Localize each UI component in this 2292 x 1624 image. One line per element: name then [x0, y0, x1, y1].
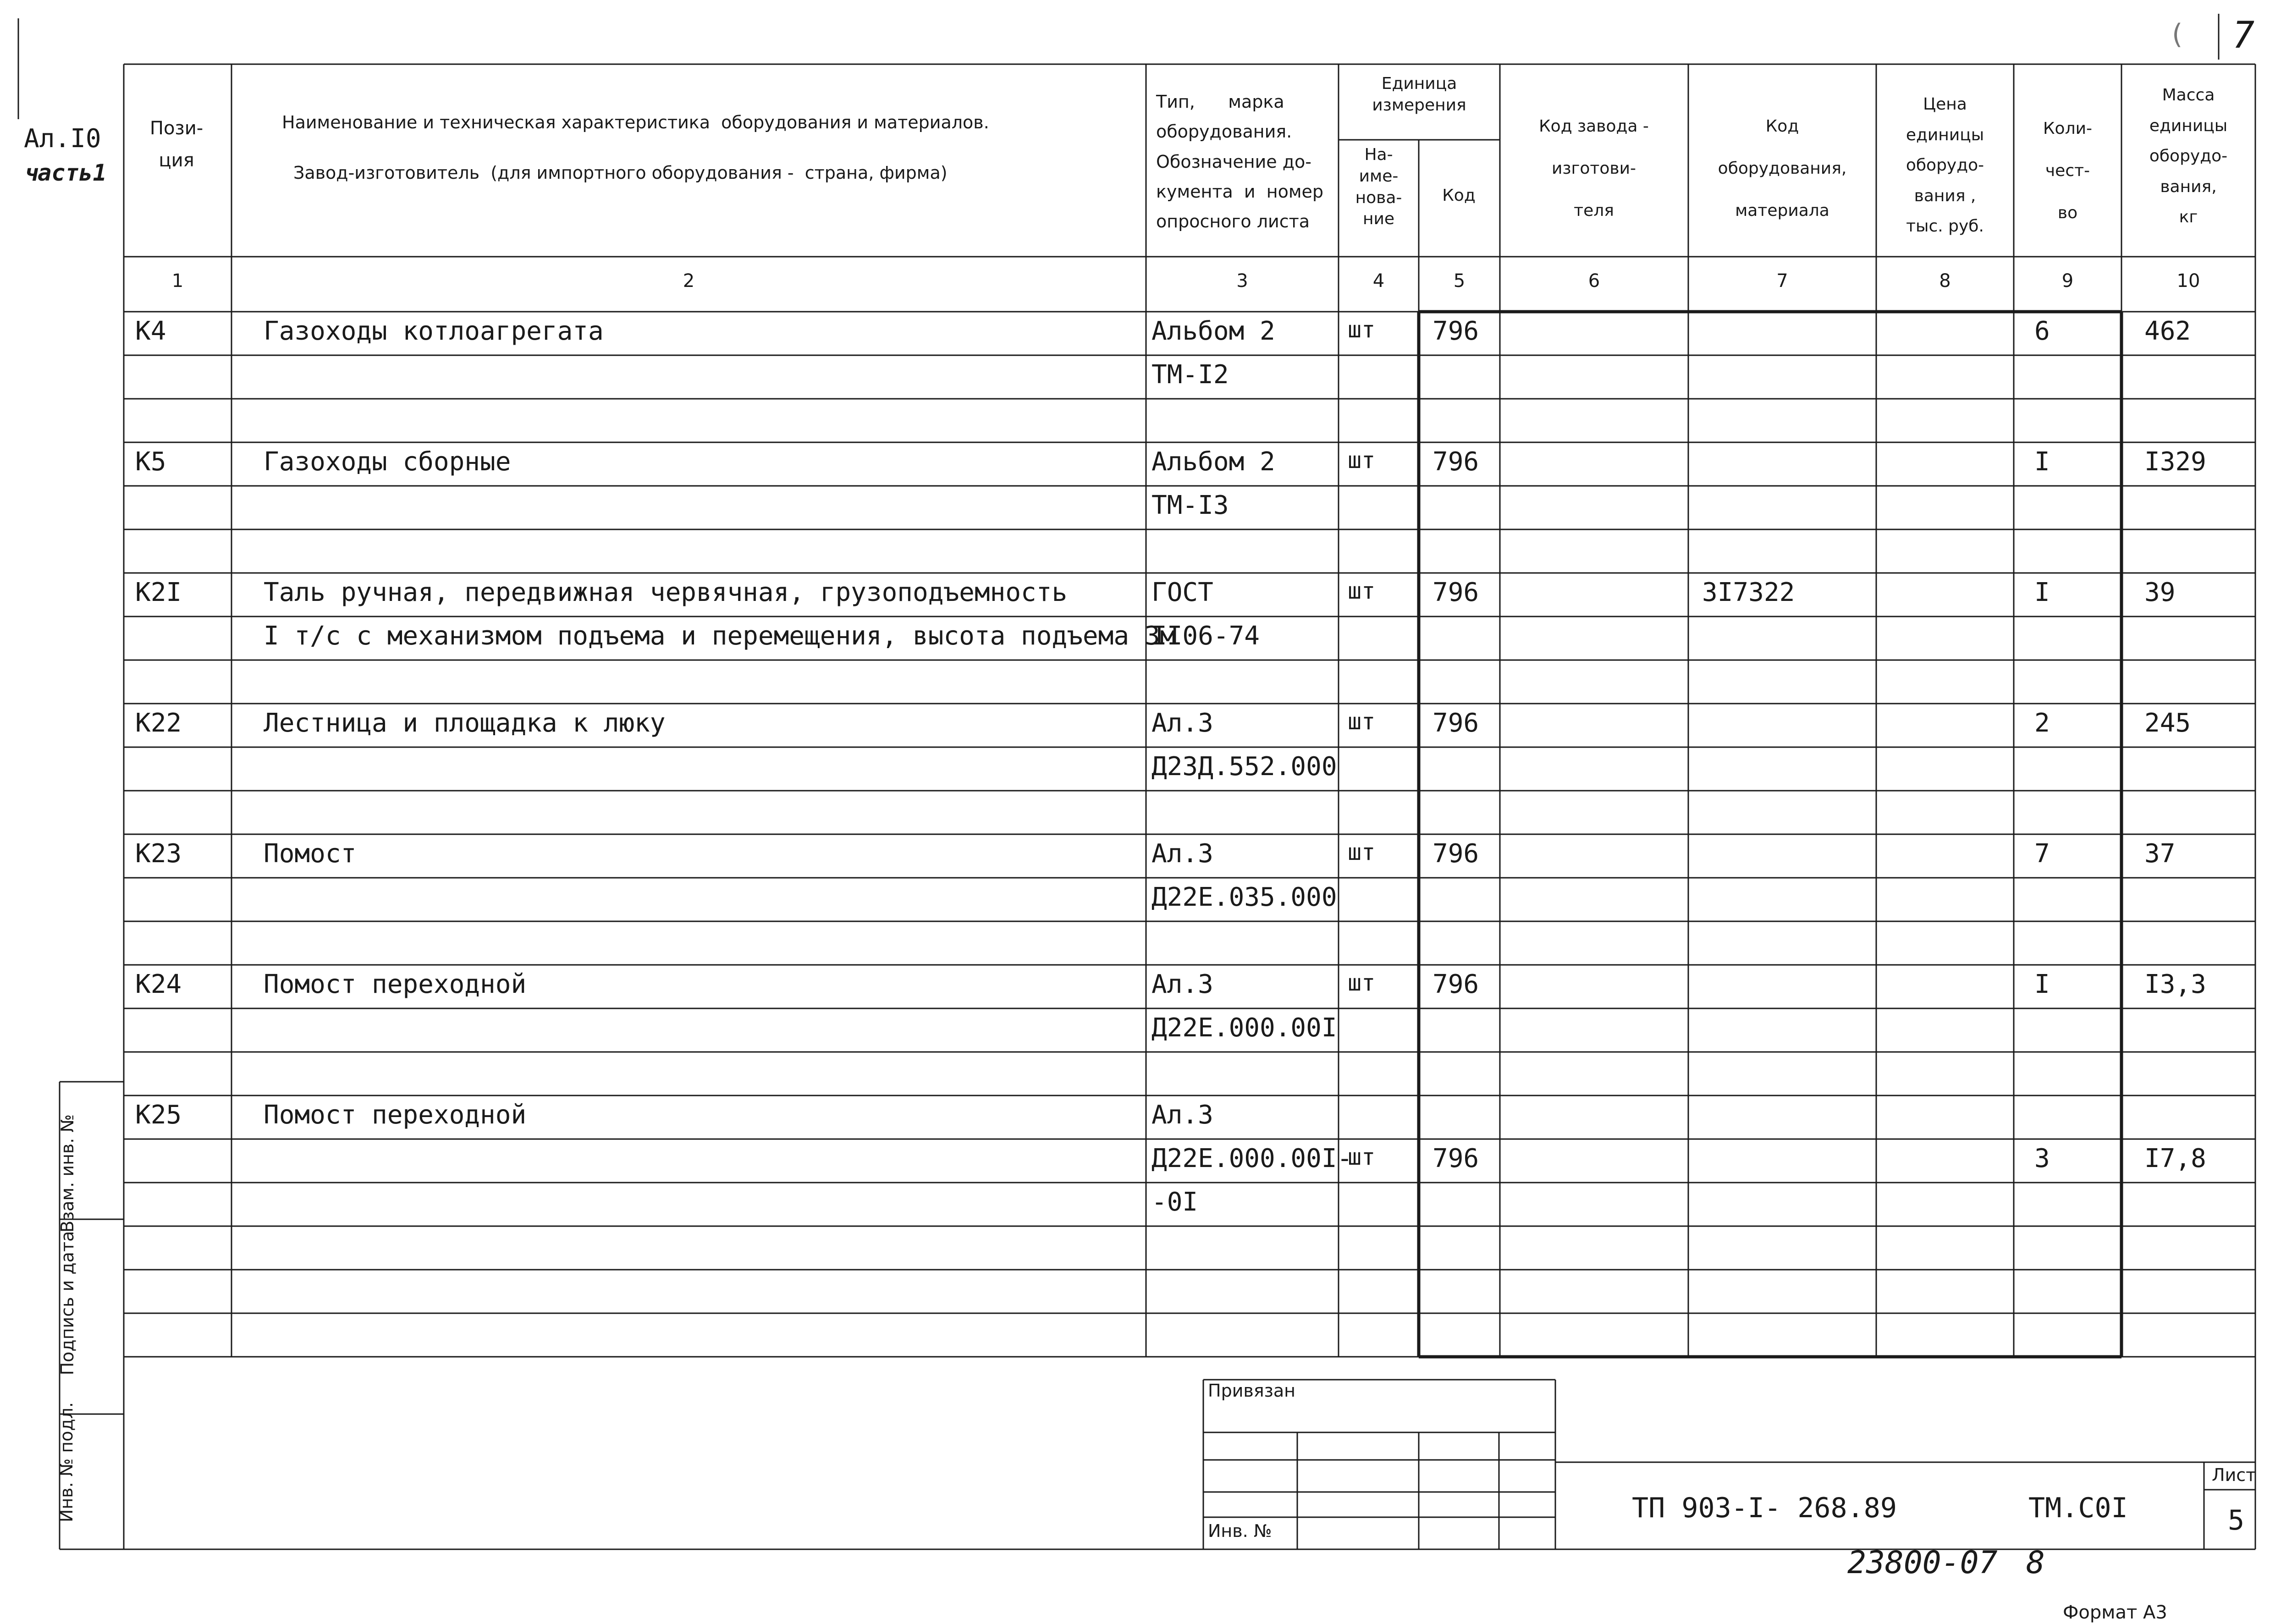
corner-mark: (: [2172, 18, 2183, 50]
column-number: 5: [1453, 270, 1466, 292]
header-position: Пози- ция: [149, 118, 204, 171]
row-name: Газоходы котлоагрегата: [264, 316, 604, 346]
column-number: 2: [683, 270, 695, 292]
column-number: 6: [1588, 270, 1600, 292]
row-name: Газоходы сборные: [264, 447, 511, 477]
sheet-number: 5: [2228, 1504, 2245, 1536]
row-doc: Д22Е.035.000: [1152, 882, 1337, 912]
row-name: Помост: [264, 839, 357, 869]
header-qty: Коли- чест- во: [2043, 119, 2092, 222]
row-name: I т/с с механизмом подъема и перемещения, высота подъема 3м: [264, 621, 1176, 651]
row-unit: шт: [1348, 969, 1376, 996]
row-name: Помост переходной: [264, 1100, 527, 1130]
header-price: Цена единицы оборудо- вания , тыс. руб.: [1906, 95, 1984, 236]
row-name: Помост переходной: [264, 969, 527, 999]
sheet-reference: Ал.I0: [24, 124, 101, 154]
sheet-label: Лист: [2212, 1465, 2256, 1485]
row-position: К24: [135, 969, 182, 999]
row-position: К4: [135, 316, 166, 346]
row-position: К22: [135, 708, 182, 738]
row-doc: ТМ-I3: [1152, 490, 1229, 520]
row-unit-code: 796: [1432, 839, 1479, 869]
row-unit-code: 796: [1432, 316, 1479, 346]
bound-label: Привязан: [1208, 1381, 1295, 1401]
row-unit: шт: [1348, 316, 1376, 343]
row-mass: I329: [2144, 447, 2206, 477]
header-name-line1: Наименование и техническая характеристика оборудования и материалов.: [282, 112, 989, 132]
row-mass: 39: [2144, 578, 2176, 607]
row-doc: -0I: [1152, 1187, 1198, 1217]
format-label: Формат А3: [2063, 1602, 2167, 1623]
row-position: К2I: [135, 578, 182, 607]
page-number: 7: [2232, 14, 2255, 56]
row-doc: Ал.3: [1152, 839, 1213, 869]
row-doc: ГОСТ: [1152, 578, 1213, 607]
row-unit-code: 796: [1432, 1144, 1479, 1173]
header-mass: Масса единицы оборудо- вания, кг: [2149, 86, 2228, 227]
column-number: 1: [171, 270, 184, 292]
row-mass: 462: [2144, 316, 2191, 346]
row-doc: Альбом 2: [1152, 316, 1275, 346]
row-doc: Д22Е.000.00I: [1152, 1013, 1337, 1043]
header-unit-group: Единица измерения: [1372, 74, 1466, 115]
column-number: 4: [1372, 270, 1385, 292]
row-quantity: I: [2034, 578, 2050, 607]
row-name: Лестница и площадка к люку: [264, 708, 666, 738]
row-position: К25: [135, 1100, 182, 1130]
row-unit: шт: [1348, 447, 1376, 473]
row-doc: II06-74: [1152, 621, 1260, 651]
doc-code: ТП 903-I- 268.89: [1632, 1492, 1897, 1524]
row-unit: шт: [1348, 1144, 1376, 1170]
row-doc: Ал.3: [1152, 969, 1213, 999]
inv-label: Инв. №: [1208, 1521, 1272, 1541]
column-number: 7: [1776, 270, 1788, 292]
row-unit: шт: [1348, 708, 1376, 735]
part-label: часть1: [24, 160, 107, 186]
row-doc: Д23Д.552.000: [1152, 752, 1337, 782]
row-unit-code: 796: [1432, 447, 1479, 477]
column-number: 9: [2061, 270, 2074, 292]
row-doc: Ал.3: [1152, 1100, 1213, 1130]
stamp-inv-orig: Инв. № подл.: [56, 1402, 77, 1523]
stamp-signature-date: Подпись и дата: [57, 1231, 77, 1376]
row-mass: 37: [2144, 839, 2176, 869]
archive-number: 23800-07: [1847, 1545, 1998, 1581]
row-quantity: 7: [2034, 839, 2050, 869]
column-number: 10: [2176, 270, 2200, 292]
row-quantity: 6: [2034, 316, 2050, 346]
row-unit-code: 796: [1432, 578, 1479, 607]
row-equipment-code: 3I7322: [1702, 578, 1795, 607]
header-unit-name: На- име- нова- ние: [1355, 145, 1402, 229]
row-doc: Д22Е.000.00I-: [1152, 1144, 1353, 1173]
header-plant-code: Код завода - изготови- теля: [1539, 117, 1649, 220]
header-doc: Тип, марка оборудования. Обозначение до- кумента и номер опросного листа: [1156, 92, 1324, 232]
row-mass: 245: [2144, 708, 2191, 738]
row-unit-code: 796: [1432, 708, 1479, 738]
row-unit: шт: [1348, 839, 1376, 865]
header-unit-code: Код: [1442, 186, 1476, 205]
row-position: К23: [135, 839, 182, 869]
row-doc: Ал.3: [1152, 708, 1213, 738]
row-quantity: 3: [2034, 1144, 2050, 1173]
row-mass: I3,3: [2144, 969, 2206, 999]
header-name-line2: Завод-изготовитель (для импортного оборудования - страна, фирма): [293, 163, 948, 183]
row-position: К5: [135, 447, 166, 477]
row-doc: ТМ-I2: [1152, 360, 1229, 390]
row-name: Таль ручная, передвижная червячная, грузоподъемность: [264, 578, 1068, 607]
section-code: ТМ.С0I: [2028, 1492, 2128, 1524]
row-quantity: I: [2034, 969, 2050, 999]
column-number: 8: [1939, 270, 1951, 292]
row-quantity: 2: [2034, 708, 2050, 738]
archive-suffix: 8: [2026, 1545, 2045, 1581]
row-quantity: I: [2034, 447, 2050, 477]
row-doc: Альбом 2: [1152, 447, 1275, 477]
row-unit-code: 796: [1432, 969, 1479, 999]
row-mass: I7,8: [2144, 1144, 2206, 1173]
row-unit: шт: [1348, 578, 1376, 604]
header-equip-code: Код оборудования, материала: [1718, 117, 1847, 220]
column-number: 3: [1236, 270, 1248, 292]
stamp-replace-inv: Взам. инв. №: [57, 1114, 77, 1233]
